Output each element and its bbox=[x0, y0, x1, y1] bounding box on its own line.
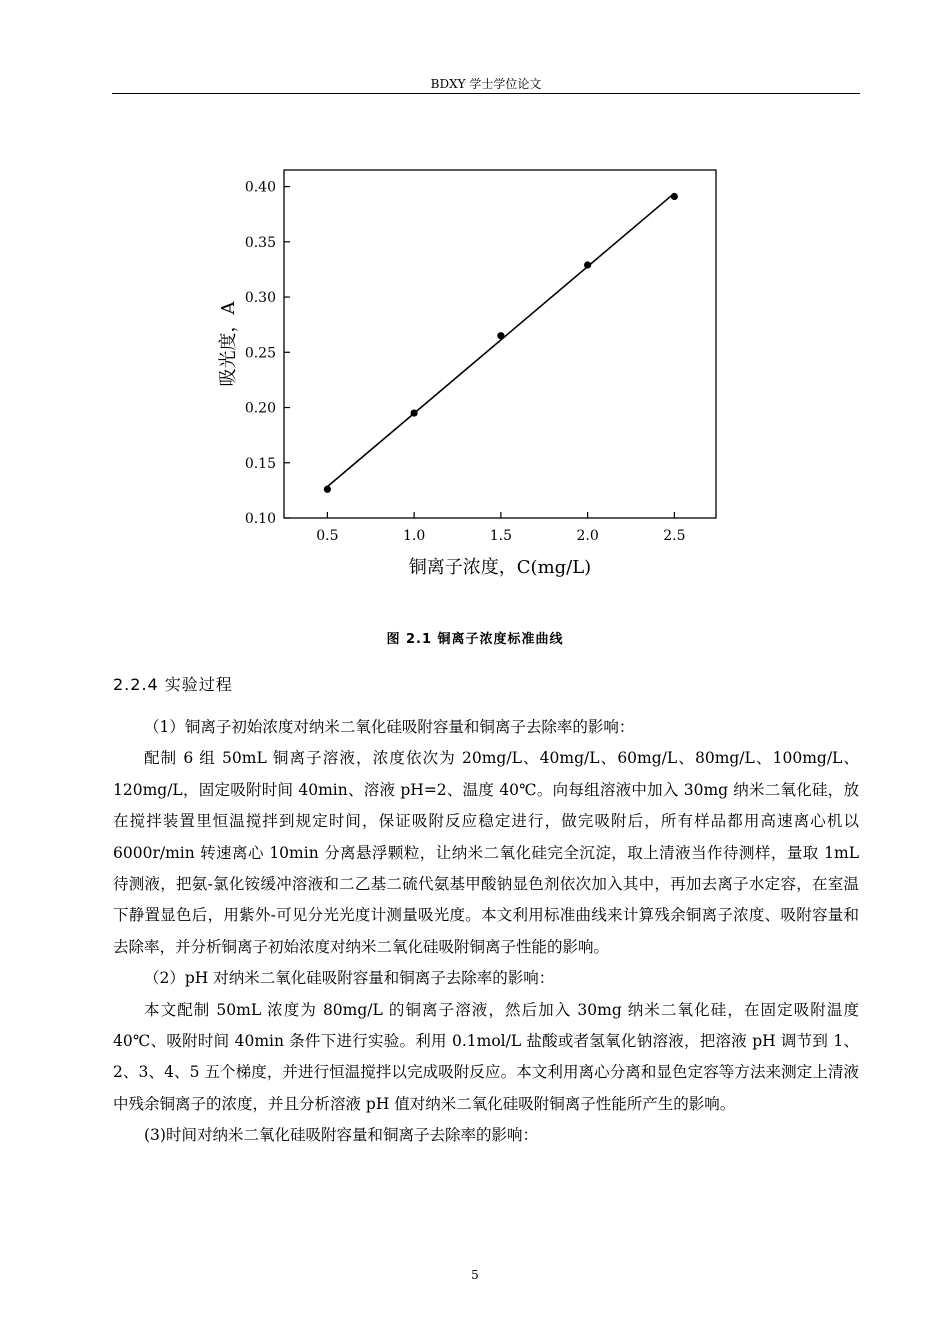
paragraph-1: （1）铜离子初始浓度对纳米二氧化硅吸附容量和铜离子去除率的影响： bbox=[144, 718, 635, 736]
fit-line bbox=[327, 193, 674, 486]
data-point bbox=[324, 486, 331, 493]
plot-frame bbox=[284, 170, 716, 518]
paragraph-4: 本文配制 50mL 浓度为 80mg/L 的铜离子溶液，然后加入 30mg 纳米二氧化硅，在固定吸附温度 40℃、吸附时间 40min 条件下进行实验。利用 0.1mol/L 盐酸或者氢氧化钠溶液，把溶液 pH 调节到 1、2、3、4、5 五个梯度，并进行恒温搅拌以完成吸附反应。本文利用离心分离和显色定容等方法来测定上清液中残余铜离子的浓度，并且分析溶液 pH 值对纳米二氧化硅吸附铜离子性能所产生的影响。 bbox=[113, 1000, 859, 1113]
paragraph-5: (3)时间对纳米二氧化硅吸附容量和铜离子去除率的影响： bbox=[144, 1126, 538, 1145]
page-number: 5 bbox=[471, 1268, 479, 1282]
y-tick-label: 0.35 bbox=[244, 234, 276, 251]
data-point bbox=[411, 409, 418, 416]
y-tick-label: 0.20 bbox=[244, 400, 276, 417]
data-point bbox=[584, 261, 591, 268]
y-tick-label: 0.40 bbox=[244, 179, 276, 196]
data-point bbox=[497, 332, 504, 339]
x-tick-label: 1.0 bbox=[402, 528, 426, 544]
y-axis-ticks bbox=[245, 180, 290, 527]
x-axis-label: 铜离子浓度，C(mg/L) bbox=[408, 557, 592, 578]
paragraph-3: （2）pH 对纳米二氧化硅吸附容量和铜离子去除率的影响： bbox=[144, 969, 555, 988]
x-tick-label: 2.0 bbox=[576, 528, 599, 544]
x-axis-ticks bbox=[316, 512, 685, 544]
paragraph-2: 配制 6 组 50mL 铜离子溶液，浓度依次为 20mg/L、40mg/L、60mg/L、80mg/L、100mg/L、120mg/L，固定吸附时间 40min、溶液 pH=2、温度 40℃。向每组溶液中加入 30mg 纳米二氧化硅，放在搅拌装置里恒温搅拌到规定时间，保证吸附反应稳定进行，做完吸附后，所有样品都用高速离心机以 6000r/min 转速离心 10min 分离悬浮颗粒，让纳米二氧化硅完全沉淀，取上清液当作待测样，量取 1mL 待测液，把氨-氯化铵缓冲溶液和二乙基二硫代氨基甲酸钠显色剂依次加入其中，再加去离子水定容，在室温下静置显色后，用紫外-可见分光光度计测量吸光度。本文利用标准曲线来计算残余铜离子浓度、吸附容量和去除率，并分析铜离子初始浓度对纳米二氧化硅吸附铜离子性能的影响。 bbox=[113, 749, 859, 956]
data-point bbox=[671, 193, 678, 200]
x-tick-label: 2.5 bbox=[663, 528, 686, 544]
y-tick-label: 0.15 bbox=[244, 455, 276, 472]
x-tick-label: 0.5 bbox=[316, 528, 339, 544]
x-tick-label: 1.5 bbox=[489, 528, 513, 544]
section-heading: 2.2.4 实验过程 bbox=[113, 675, 233, 694]
body-text bbox=[113, 712, 859, 1152]
y-tick-label: 0.10 bbox=[244, 511, 276, 527]
running-header: BDXY 学士学位论文 bbox=[112, 76, 860, 94]
figure-caption: 图 2.1 铜离子浓度标准曲线 bbox=[386, 632, 564, 647]
y-axis-label: 吸光度，A bbox=[218, 301, 239, 387]
data-points bbox=[324, 193, 678, 493]
y-tick-label: 0.30 bbox=[244, 290, 276, 307]
standard-curve-chart bbox=[200, 160, 740, 590]
y-tick-label: 0.25 bbox=[244, 345, 276, 362]
